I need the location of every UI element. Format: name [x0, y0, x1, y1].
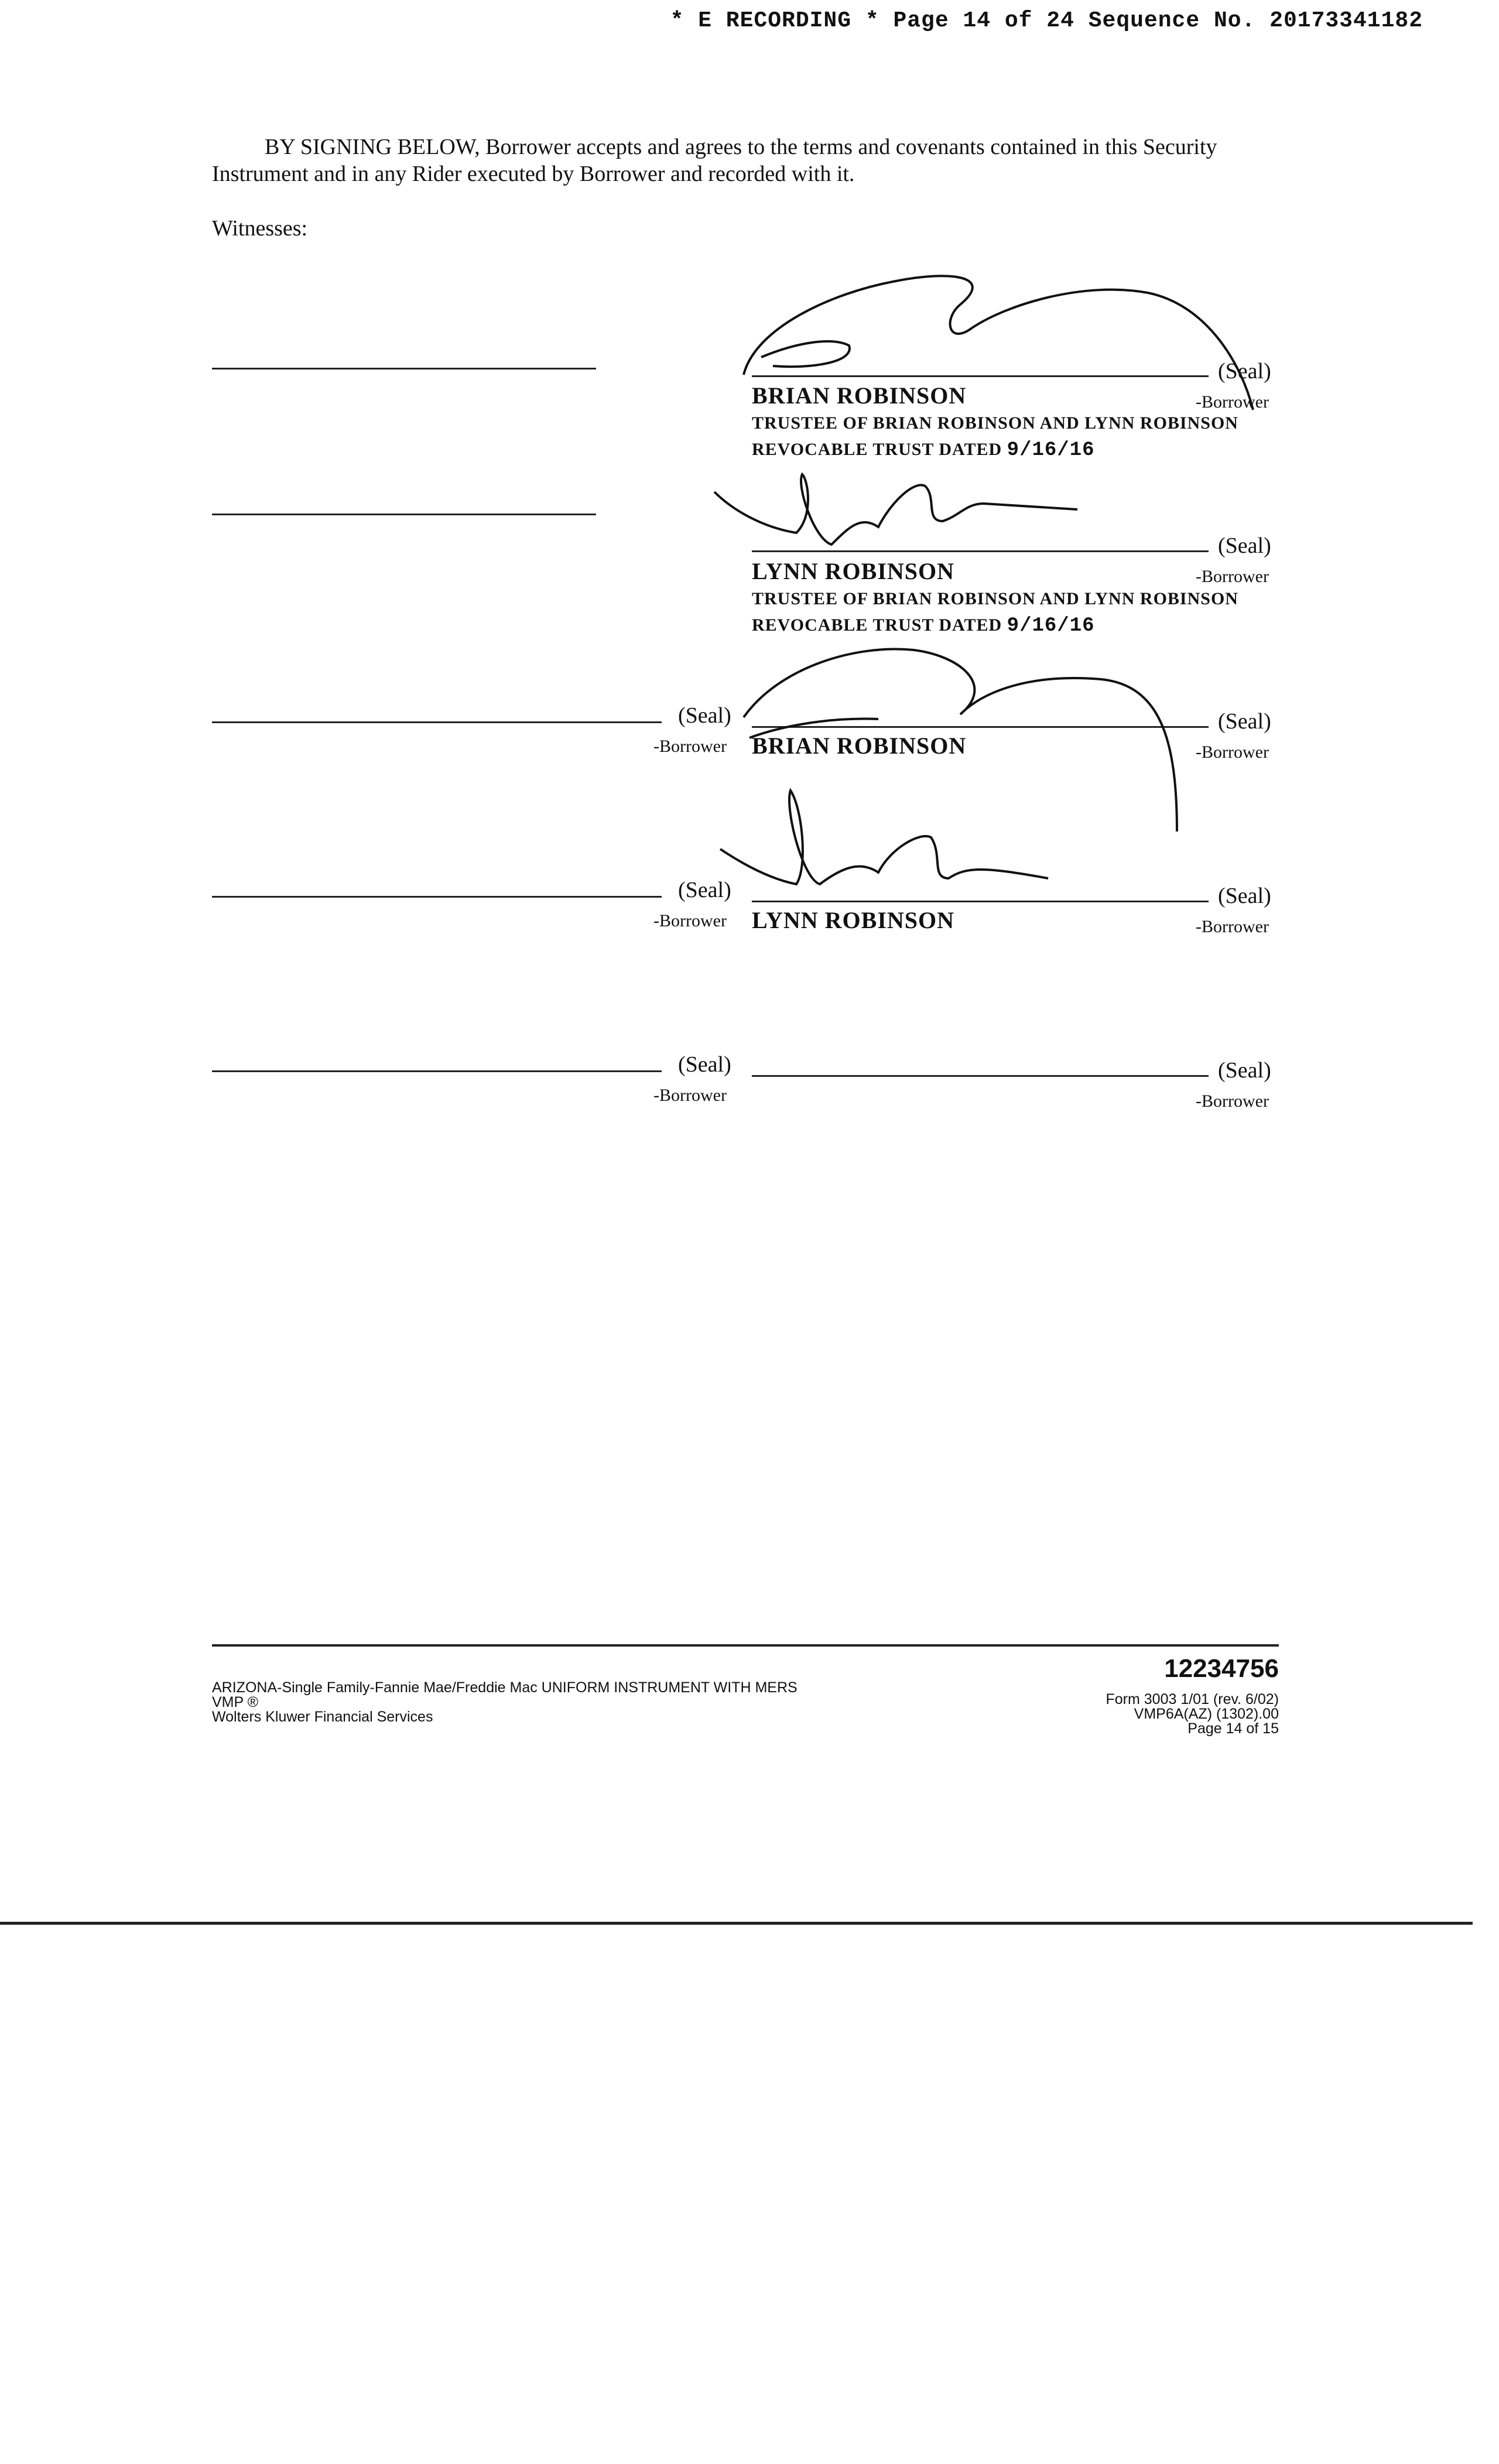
- witness-line-1: [212, 368, 596, 369]
- publisher: Wolters Kluwer Financial Services: [212, 1709, 433, 1725]
- seal-label: (Seal): [678, 878, 731, 902]
- title-prefix: REVOCABLE TRUST DATED: [752, 440, 1002, 459]
- footer-form-info: [212, 1681, 798, 1724]
- signature-line-brian: [752, 726, 1209, 728]
- borrower-label: -Borrower: [1196, 917, 1269, 936]
- seal-label: (Seal): [1218, 1058, 1271, 1083]
- footer-rule: [212, 1644, 1279, 1647]
- seal-label: (Seal): [1218, 709, 1271, 734]
- borrower-label: -Borrower: [1196, 567, 1269, 586]
- borrower-label: -Borrower: [653, 737, 727, 756]
- witnesses-label: Witnesses:: [212, 216, 308, 241]
- seal-label: (Seal): [1218, 359, 1271, 384]
- signer-name-brian-trustee: BRIAN ROBINSON: [752, 382, 967, 409]
- vmp-mark: VMP ®: [212, 1694, 259, 1710]
- signer-title-line2: [752, 439, 1095, 461]
- signature-line-lynn-trustee: [752, 550, 1209, 552]
- form-title: ARIZONA-Single Family-Fannie Mae/Freddie Mac UNIFORM INSTRUMENT WITH MERS: [212, 1679, 798, 1696]
- signer-title-line1: TRUSTEE OF BRIAN ROBINSON AND LYNN ROBINSON: [752, 589, 1238, 608]
- loan-number: 12234756: [1164, 1654, 1279, 1683]
- signature-line-brian-trustee: [752, 375, 1209, 377]
- title-prefix: REVOCABLE TRUST DATED: [752, 615, 1002, 635]
- borrower-label: -Borrower: [1196, 392, 1269, 412]
- seal-label: (Seal): [678, 703, 731, 728]
- trust-date: 9/16/16: [1007, 439, 1095, 461]
- page-bottom-rule: [0, 1922, 1473, 1925]
- signature-line-blank-left: [212, 1070, 662, 1072]
- seal-label: (Seal): [1218, 533, 1271, 558]
- recording-header: * E RECORDING * Page 14 of 24 Sequence No. 20173341182: [670, 8, 1423, 33]
- signer-name-lynn-trustee: LYNN ROBINSON: [752, 558, 955, 584]
- signer-title-line1: TRUSTEE OF BRIAN ROBINSON AND LYNN ROBINSON: [752, 413, 1238, 433]
- vmp-code: VMP6A(AZ) (1302).00: [1134, 1706, 1279, 1722]
- signing-statement: BY SIGNING BELOW, Borrower accepts and agrees to the terms and covenants contained in this Security Instrument and in any Rider executed by Borrower and recorded with it.: [212, 135, 1217, 186]
- borrower-label: -Borrower: [653, 911, 727, 930]
- signature-line-lynn: [752, 901, 1209, 902]
- trust-date: 9/16/16: [1007, 615, 1095, 637]
- signature-line-blank-right: [752, 1075, 1209, 1077]
- borrower-label: -Borrower: [1196, 742, 1269, 762]
- footer-form-number: [1106, 1692, 1279, 1736]
- seal-label: (Seal): [678, 1052, 731, 1077]
- signature-line-blank-left: [212, 896, 662, 898]
- signer-name-lynn: LYNN ROBINSON: [752, 907, 955, 933]
- witness-line-2: [212, 514, 596, 515]
- borrower-label: -Borrower: [1196, 1091, 1269, 1111]
- page-number: Page 14 of 15: [1187, 1720, 1279, 1737]
- signer-title-line2: [752, 615, 1095, 637]
- seal-label: (Seal): [1218, 884, 1271, 908]
- form-number: Form 3003 1/01 (rev. 6/02): [1106, 1691, 1279, 1707]
- signer-name-brian: BRIAN ROBINSON: [752, 733, 967, 759]
- borrower-label: -Borrower: [653, 1086, 727, 1105]
- signature-line-blank-left: [212, 721, 662, 723]
